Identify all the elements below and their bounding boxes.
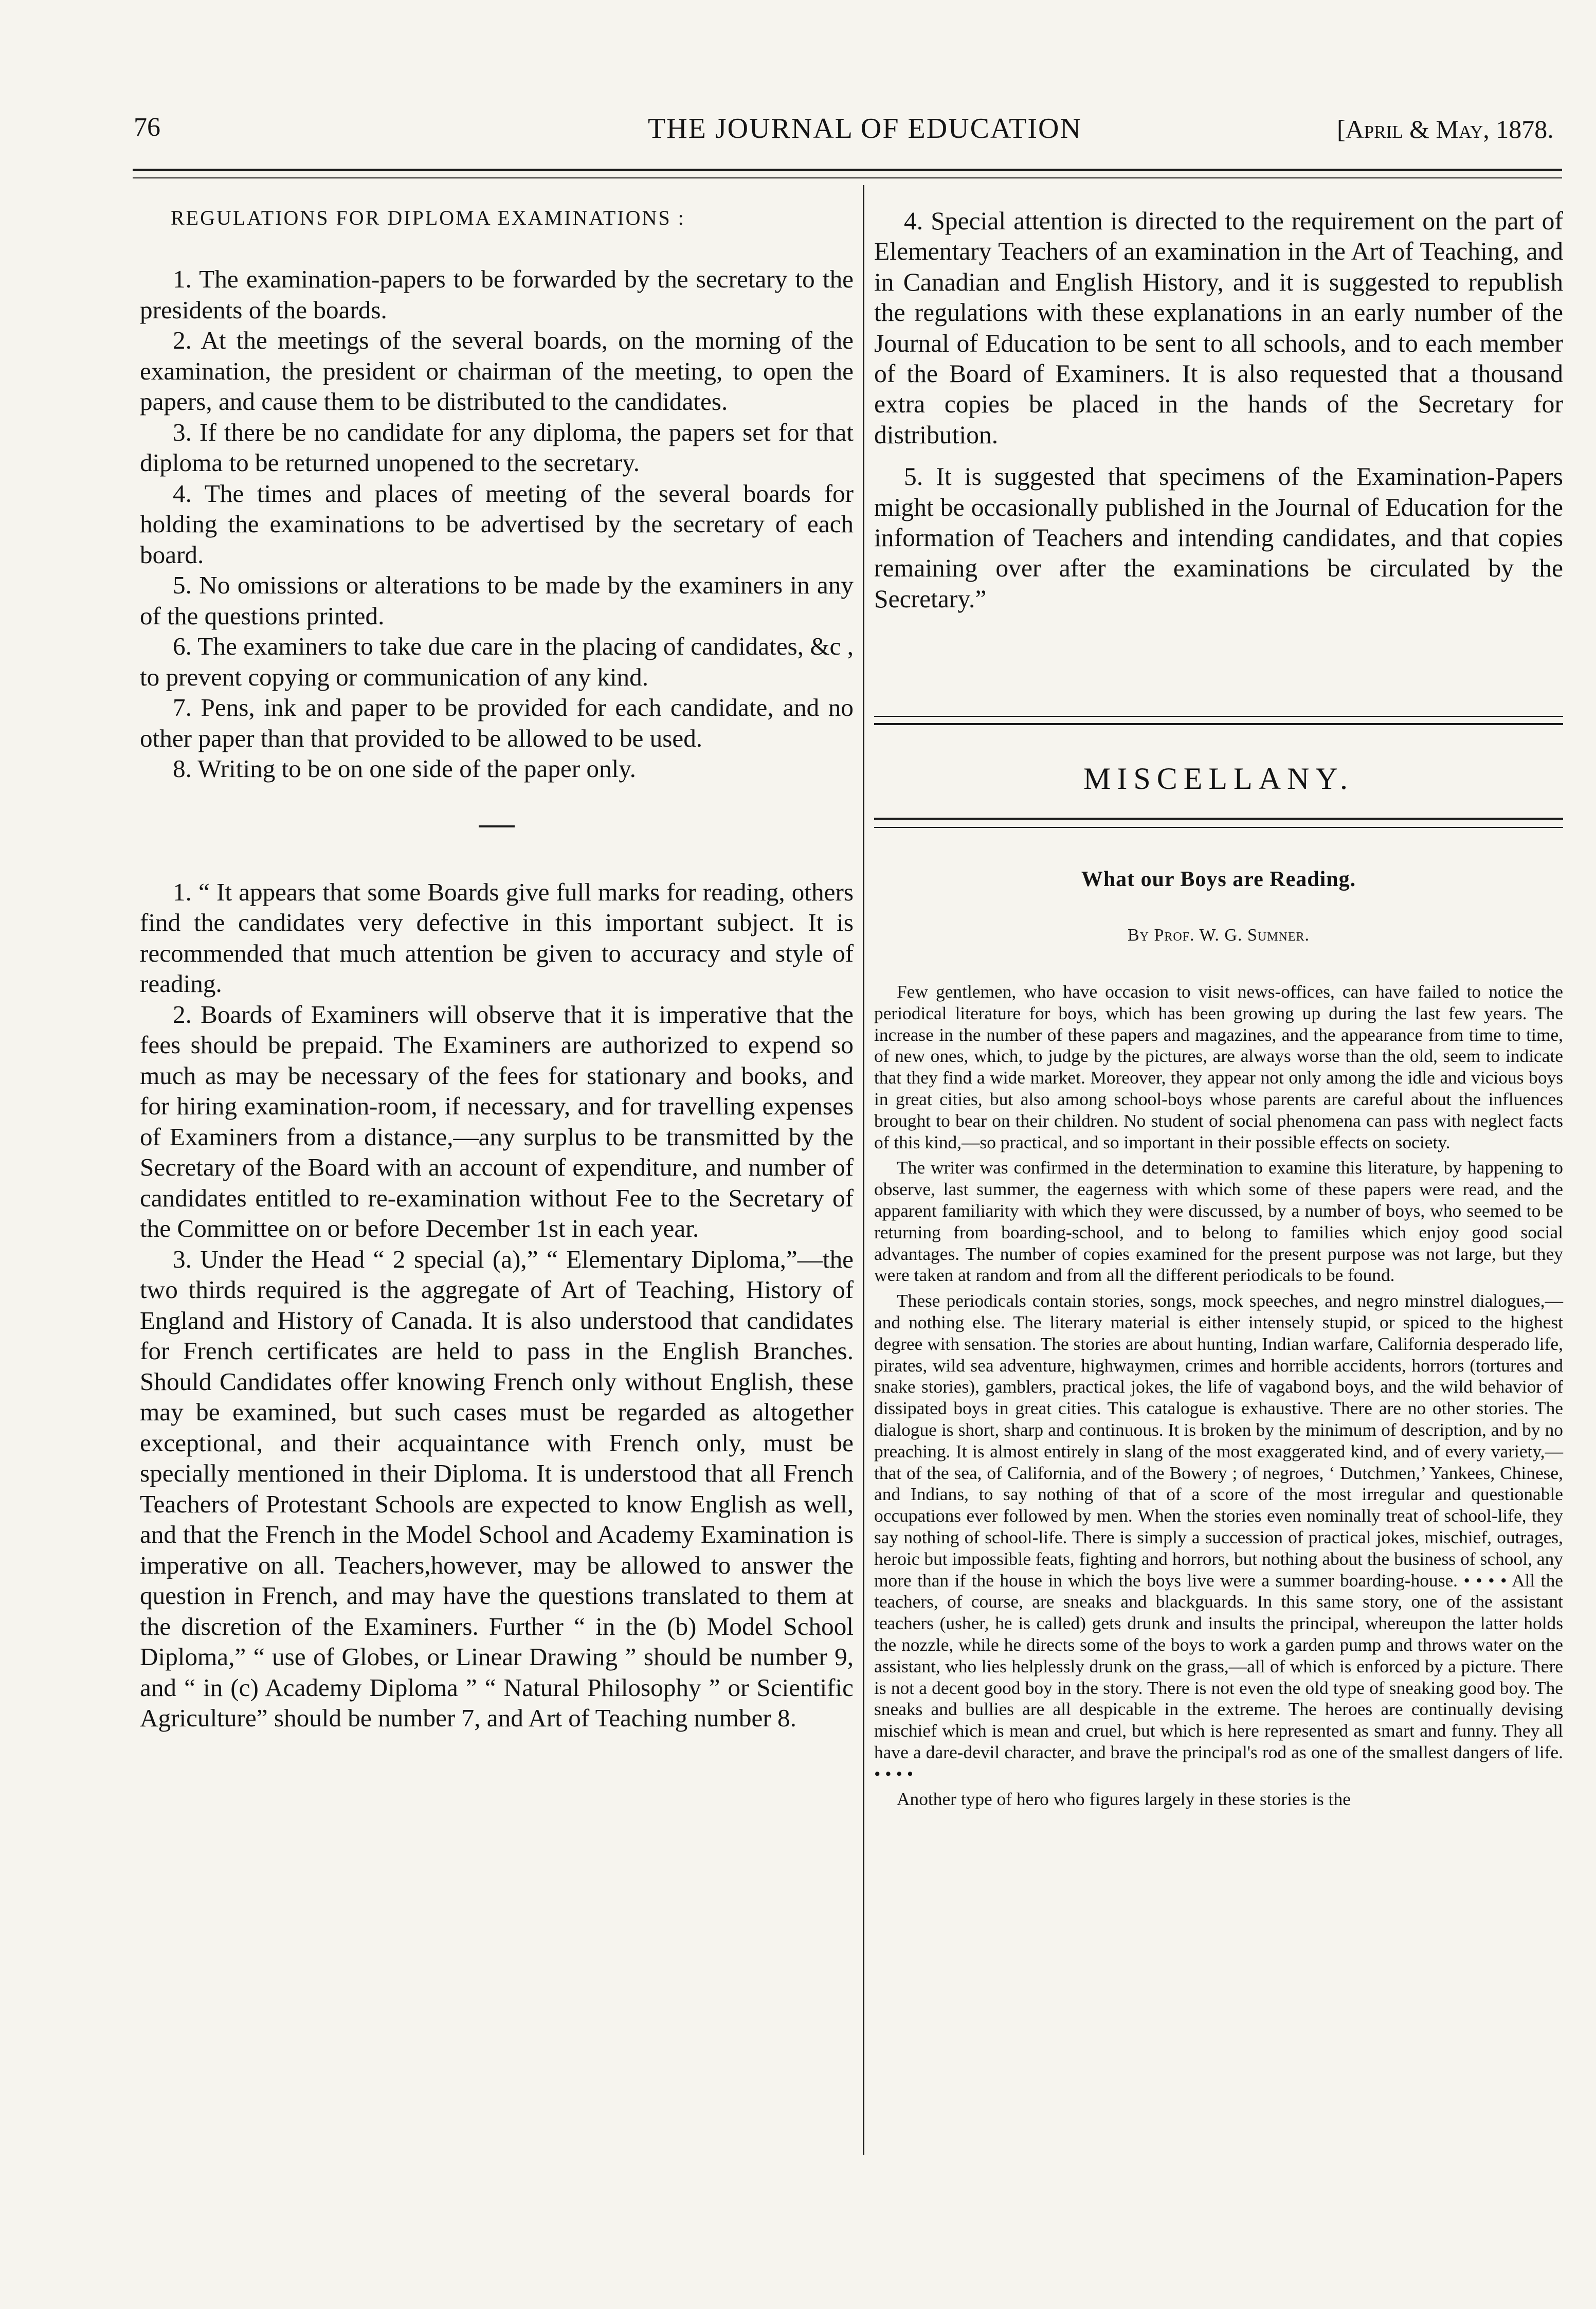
regulation-item: 4. The times and places of meeting of the several boards for holding the examinations to be advertised by the secretary of each board. bbox=[140, 479, 854, 569]
left-column bbox=[140, 206, 854, 1734]
article-byline: By Prof. W. G. Sumner. bbox=[1127, 926, 1310, 945]
regulation-item: 7. Pens, ink and paper to be provided for each candidate, and no other paper than that provided to be allowed to be used. bbox=[140, 693, 854, 752]
page-number: 76 bbox=[134, 113, 160, 142]
note-item: 5. It is suggested that specimens of the Examination-Papers might be occasionally published in the Journal of Education for the information of Teachers and intending candidates, and that copies remaining over after the examinations be circulated by the Secretary.” bbox=[874, 462, 1563, 613]
miscellany-heading: MISCELLANY. bbox=[1083, 762, 1354, 796]
right-column-notes bbox=[874, 206, 1563, 625]
regulation-item: 5. No omissions or alterations to be made by the examiners in any of the questions printed. bbox=[140, 571, 854, 630]
regulations-heading: REGULATIONS FOR DIPLOMA EXAMINATIONS : bbox=[171, 206, 685, 229]
note-item: 2. Boards of Examiners will observe that it is imperative that the fees should be prepaid. The Examiners are authorized to expend so much as may be necessary of the fees for stationary and books, and for hiring examination-room, if necessary, and for travelling expenses of Examiners from a distance,—any surplus to be transmitted by the Secretary of the Board with an account of expenditure, and number of candidates entitled to re-examination without Fee to the Secretary of the Committee on or before December 1st in each year. bbox=[140, 1000, 854, 1242]
article-paragraph: Few gentlemen, who have occasion to visit news-offices, can have failed to notice the periodical literature for boys, which has been growing up during the last few years. The increase in the number of these papers and magazines, and the appearance from time to time, of new ones, which, to judge by the pictures, are always worse than the old, seem to indicate that they find a wide market. Moreover, they appear not only among the idle and vicious boys in great cities, but also among school-boys whose parents are careful about the influences brought to bear on their children. No student of social phenomena can pass with neglect facts of this kind,—so practical, and so important in their possible effects on society. bbox=[874, 981, 1563, 1152]
miscellany-rule-bottom-b bbox=[874, 827, 1563, 828]
article-body bbox=[874, 981, 1563, 1810]
miscellany-rule-top-b bbox=[874, 723, 1563, 725]
article-paragraph: The writer was confirmed in the determination to examine this literature, by happening to observe, last summer, the eagerness with which some of these papers were read, and the apparent familiarity with which they were discussed, by a number of boys, who seemed to be returning from boarding-school, and to belong to families which enjoy good social advantages. The number of copies examined for the present purpose was not large, but they were taken at random and from all the different periodicals to be found. bbox=[874, 1157, 1563, 1286]
regulation-item: 6. The examiners to take due care in the placing of candidates, &c , to prevent copying or communication of any kind. bbox=[140, 632, 854, 691]
journal-title: THE JOURNAL OF EDUCATION bbox=[648, 113, 1082, 145]
regulation-item: 8. Writing to be on one side of the paper only. bbox=[173, 754, 636, 783]
section-dash bbox=[479, 825, 515, 827]
miscellany-rule-bottom-a bbox=[874, 818, 1563, 820]
regulation-item: 2. At the meetings of the several boards, on the morning of the examination, the president or chairman of the meeting, to open the papers, and cause them to be distributed to the candidates. bbox=[140, 326, 854, 416]
regulation-item: 3. If there be no candidate for any diploma, the papers set for that diploma to be returned unopened to the secretary. bbox=[140, 418, 854, 477]
article-paragraph: Another type of hero who figures largely in these stories is the bbox=[897, 1789, 1351, 1810]
miscellany-rule-top-a bbox=[874, 716, 1563, 717]
page-header bbox=[0, 112, 1596, 148]
article-title: What our Boys are Reading. bbox=[1081, 868, 1356, 891]
issue-date: [April & May, 1878. bbox=[1337, 115, 1554, 143]
column-divider bbox=[863, 185, 864, 2155]
note-item: 3. Under the Head “ 2 special (a),” “ Elementary Diploma,”—the two thirds required is the aggregate of Art of Teaching, History of England and History of Canada. It is also understood that candidates for French certificates are held to pass in the English Branches. Should Candidates offer knowing French only without English, these may be examined, but such cases must be regarded as altogether exceptional, and their acquaintance with French only, must be specially mentioned in their Diploma. It is understood that all French Teachers of Protestant Schools are expected to know English as well, and that the French in the Model School and Academy Examination is imperative on all. Teachers,however, may be allowed to answer the question in French, and may have the questions translated to them at the discretion of the Examiners. Further “ in the (b) Model School Diploma,” “ use of Globes, or Linear Drawing ” should be number 9, and “ in (c) Academy Diploma ” “ Natural Philosophy ” or Scientific Agriculture” should be number 7, and Art of Teaching number 8. bbox=[140, 1244, 854, 1732]
regulation-item: 1. The examination-papers to be forwarded by the secretary to the presidents of the boards. bbox=[140, 265, 854, 324]
header-rule-thick bbox=[133, 169, 1562, 171]
note-item: 1. “ It appears that some Boards give full marks for reading, others find the candidates very defective in this important subject. It is recommended that much attention be given to accuracy and style of reading. bbox=[140, 877, 854, 998]
note-item: 4. Special attention is directed to the requirement on the part of Elementary Teachers of an examination in the Art of Teaching, and in Canadian and English History, and it is suggested to republish the regulations with these explanations in an early number of the Journal of Education to be sent to all schools, and to each member of the Board of Examiners. It is also requested that a thousand extra copies be placed in the hands of the Secretary for distribution. bbox=[874, 207, 1563, 449]
header-rule-thin bbox=[133, 177, 1562, 178]
article-paragraph: These periodicals contain stories, songs, mock speeches, and negro minstrel dialogues,—and nothing else. The literary material is either intensely stupid, or spiced to the highest degree with sensation. The stories are about hunting, Indian warfare, California desperado life, pirates, wild sea adventure, highwaymen, crimes and horrible accidents, horrors (tortures and snake stories), gamblers, practical jokes, the life of vagabond boys, and the wild behavior of dissipated boys in great cities. This catalogue is exhaustive. There are no other stories. The dialogue is short, sharp and continuous. It is broken by the minimum of description, and by no preaching. It is almost entirely in slang of the most exaggerated kind, and of every variety,—that of the sea, of California, and of the Bowery ; of negroes, ‘ Dutchmen,’ Yankees, Chinese, and Indians, to say nothing of that of a score of the most irregular and questionable occupations ever followed by men. When the stories even nominally treat of school-life, they say nothing of school-life. There is simply a succession of practical jokes, mischief, outrages, heroic but impossible feats, fighting and horrors, but nothing about the business of school, any more than if the house in which the boys live were a summer boarding-house. • • • • All the teachers, of course, are sneaks and blackguards. In this same story, one of the assistant teachers (usher, he is called) gets drunk and insults the principal, whereupon the latter holds the nozzle, while he directs some of the boys to work a garden pump and throws water on the assistant, who lies helplessly drunk on the grass,—all of which is enforced by a picture. There is not a decent good boy in the story. There is not even the old type of sneaking good boy. The sneaks and bullies are all despicable in the extreme. The heroes are continually devising mischief which is mean and cruel, but which is here represented as smart and funny. They all have a dare-devil character, and brave the principal's rod as one of the smallest dangers of life. • • • • bbox=[874, 1290, 1563, 1784]
